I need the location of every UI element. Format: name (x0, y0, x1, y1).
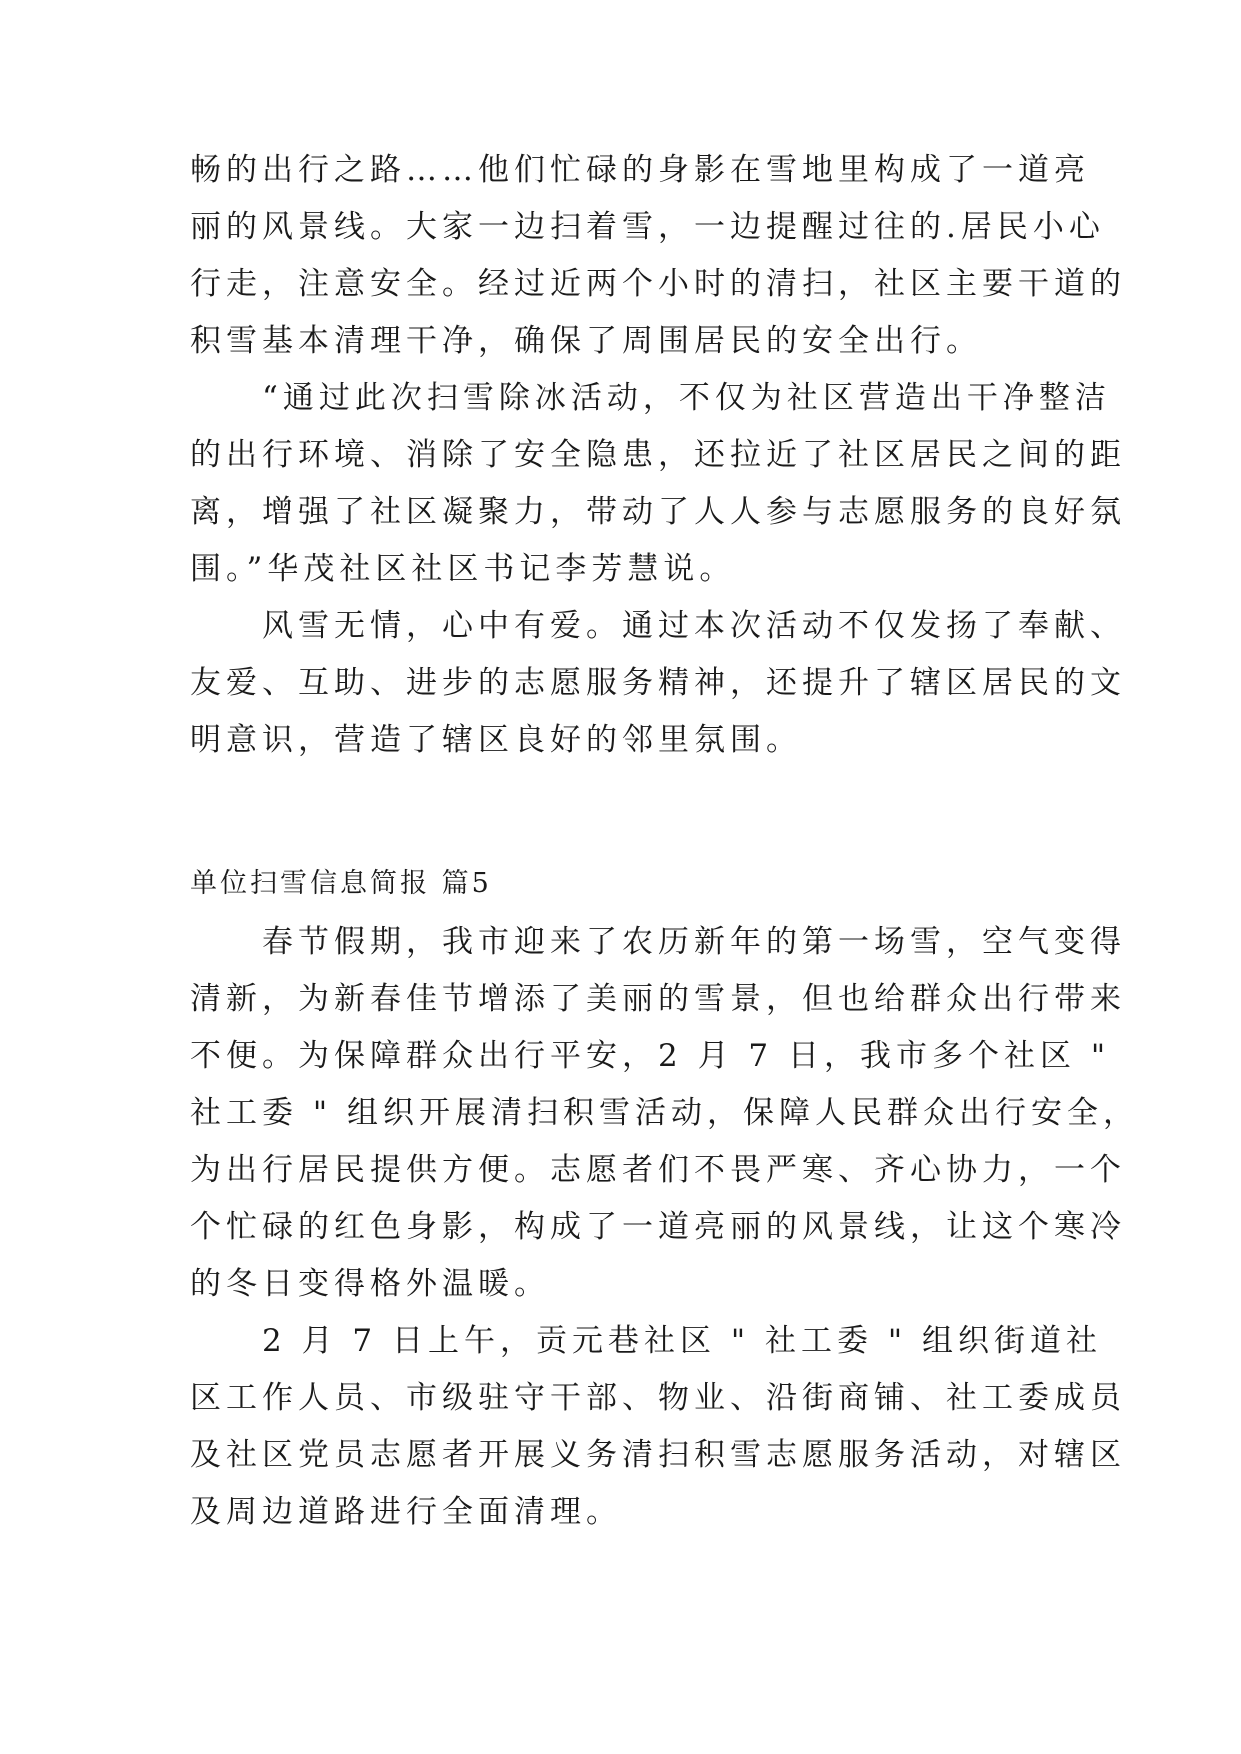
text-line: 个忙碌的红色身影，构成了一道亮丽的风景线，让这个寒冷 (190, 1209, 1126, 1245)
text-line: 及周边道路进行全面清理。 (190, 1494, 622, 1530)
text-line: 围。”华茂社区社区书记李芳慧说。 (190, 551, 736, 587)
text-line: 的冬日变得格外温暖。 (190, 1266, 550, 1302)
text-line: “通过此次扫雪除冰活动，不仅为社区营造出干净整洁 (190, 380, 1111, 416)
text-line: 区工作人员、市级驻守干部、物业、沿街商铺、社工委成员 (190, 1380, 1126, 1416)
text-line: 积雪基本清理干净，确保了周围居民的安全出行。 (190, 323, 982, 359)
text-line: 为出行居民提供方便。志愿者们不畏严寒、齐心协力，一个 (190, 1152, 1126, 1188)
text-line: 离，增强了社区凝聚力，带动了人人参与志愿服务的良好氛 (190, 494, 1126, 530)
text-line: 不便。为保障群众出行平安，2 月 7 日，我市多个社区 " (190, 1038, 1111, 1074)
text-line: 春节假期，我市迎来了农历新年的第一场雪，空气变得 (190, 924, 1126, 960)
text-line: 风雪无情，心中有爱。通过本次活动不仅发扬了奉献、 (190, 608, 1126, 644)
text-line: 及社区党员志愿者开展义务清扫积雪志愿服务活动，对辖区 (190, 1437, 1126, 1473)
text-line: 清新，为新春佳节增添了美丽的雪景，但也给群众出行带来 (190, 981, 1126, 1017)
text-line: 社工委 " 组织开展清扫积雪活动，保障人民群众出行安全， (190, 1095, 1139, 1131)
text-line: 2 月 7 日上午，贡元巷社区 " 社工委 " 组织街道社 (190, 1323, 1102, 1359)
text-line: 畅的出行之路……他们忙碌的身影在雪地里构成了一道亮 (190, 152, 1090, 188)
text-line: 行走，注意安全。经过近两个小时的清扫，社区主要干道的 (190, 266, 1126, 302)
section-heading: 单位扫雪信息简报 篇5 (190, 868, 492, 899)
text-line: 的出行环境、消除了安全隐患，还拉近了社区居民之间的距 (190, 437, 1126, 473)
text-line: 丽的风景线。大家一边扫着雪，一边提醒过往的.居民小心 (190, 209, 1105, 245)
text-line: 明意识，营造了辖区良好的邻里氛围。 (190, 722, 802, 758)
text-line: 友爱、互助、进步的志愿服务精神，还提升了辖区居民的文 (190, 665, 1126, 701)
